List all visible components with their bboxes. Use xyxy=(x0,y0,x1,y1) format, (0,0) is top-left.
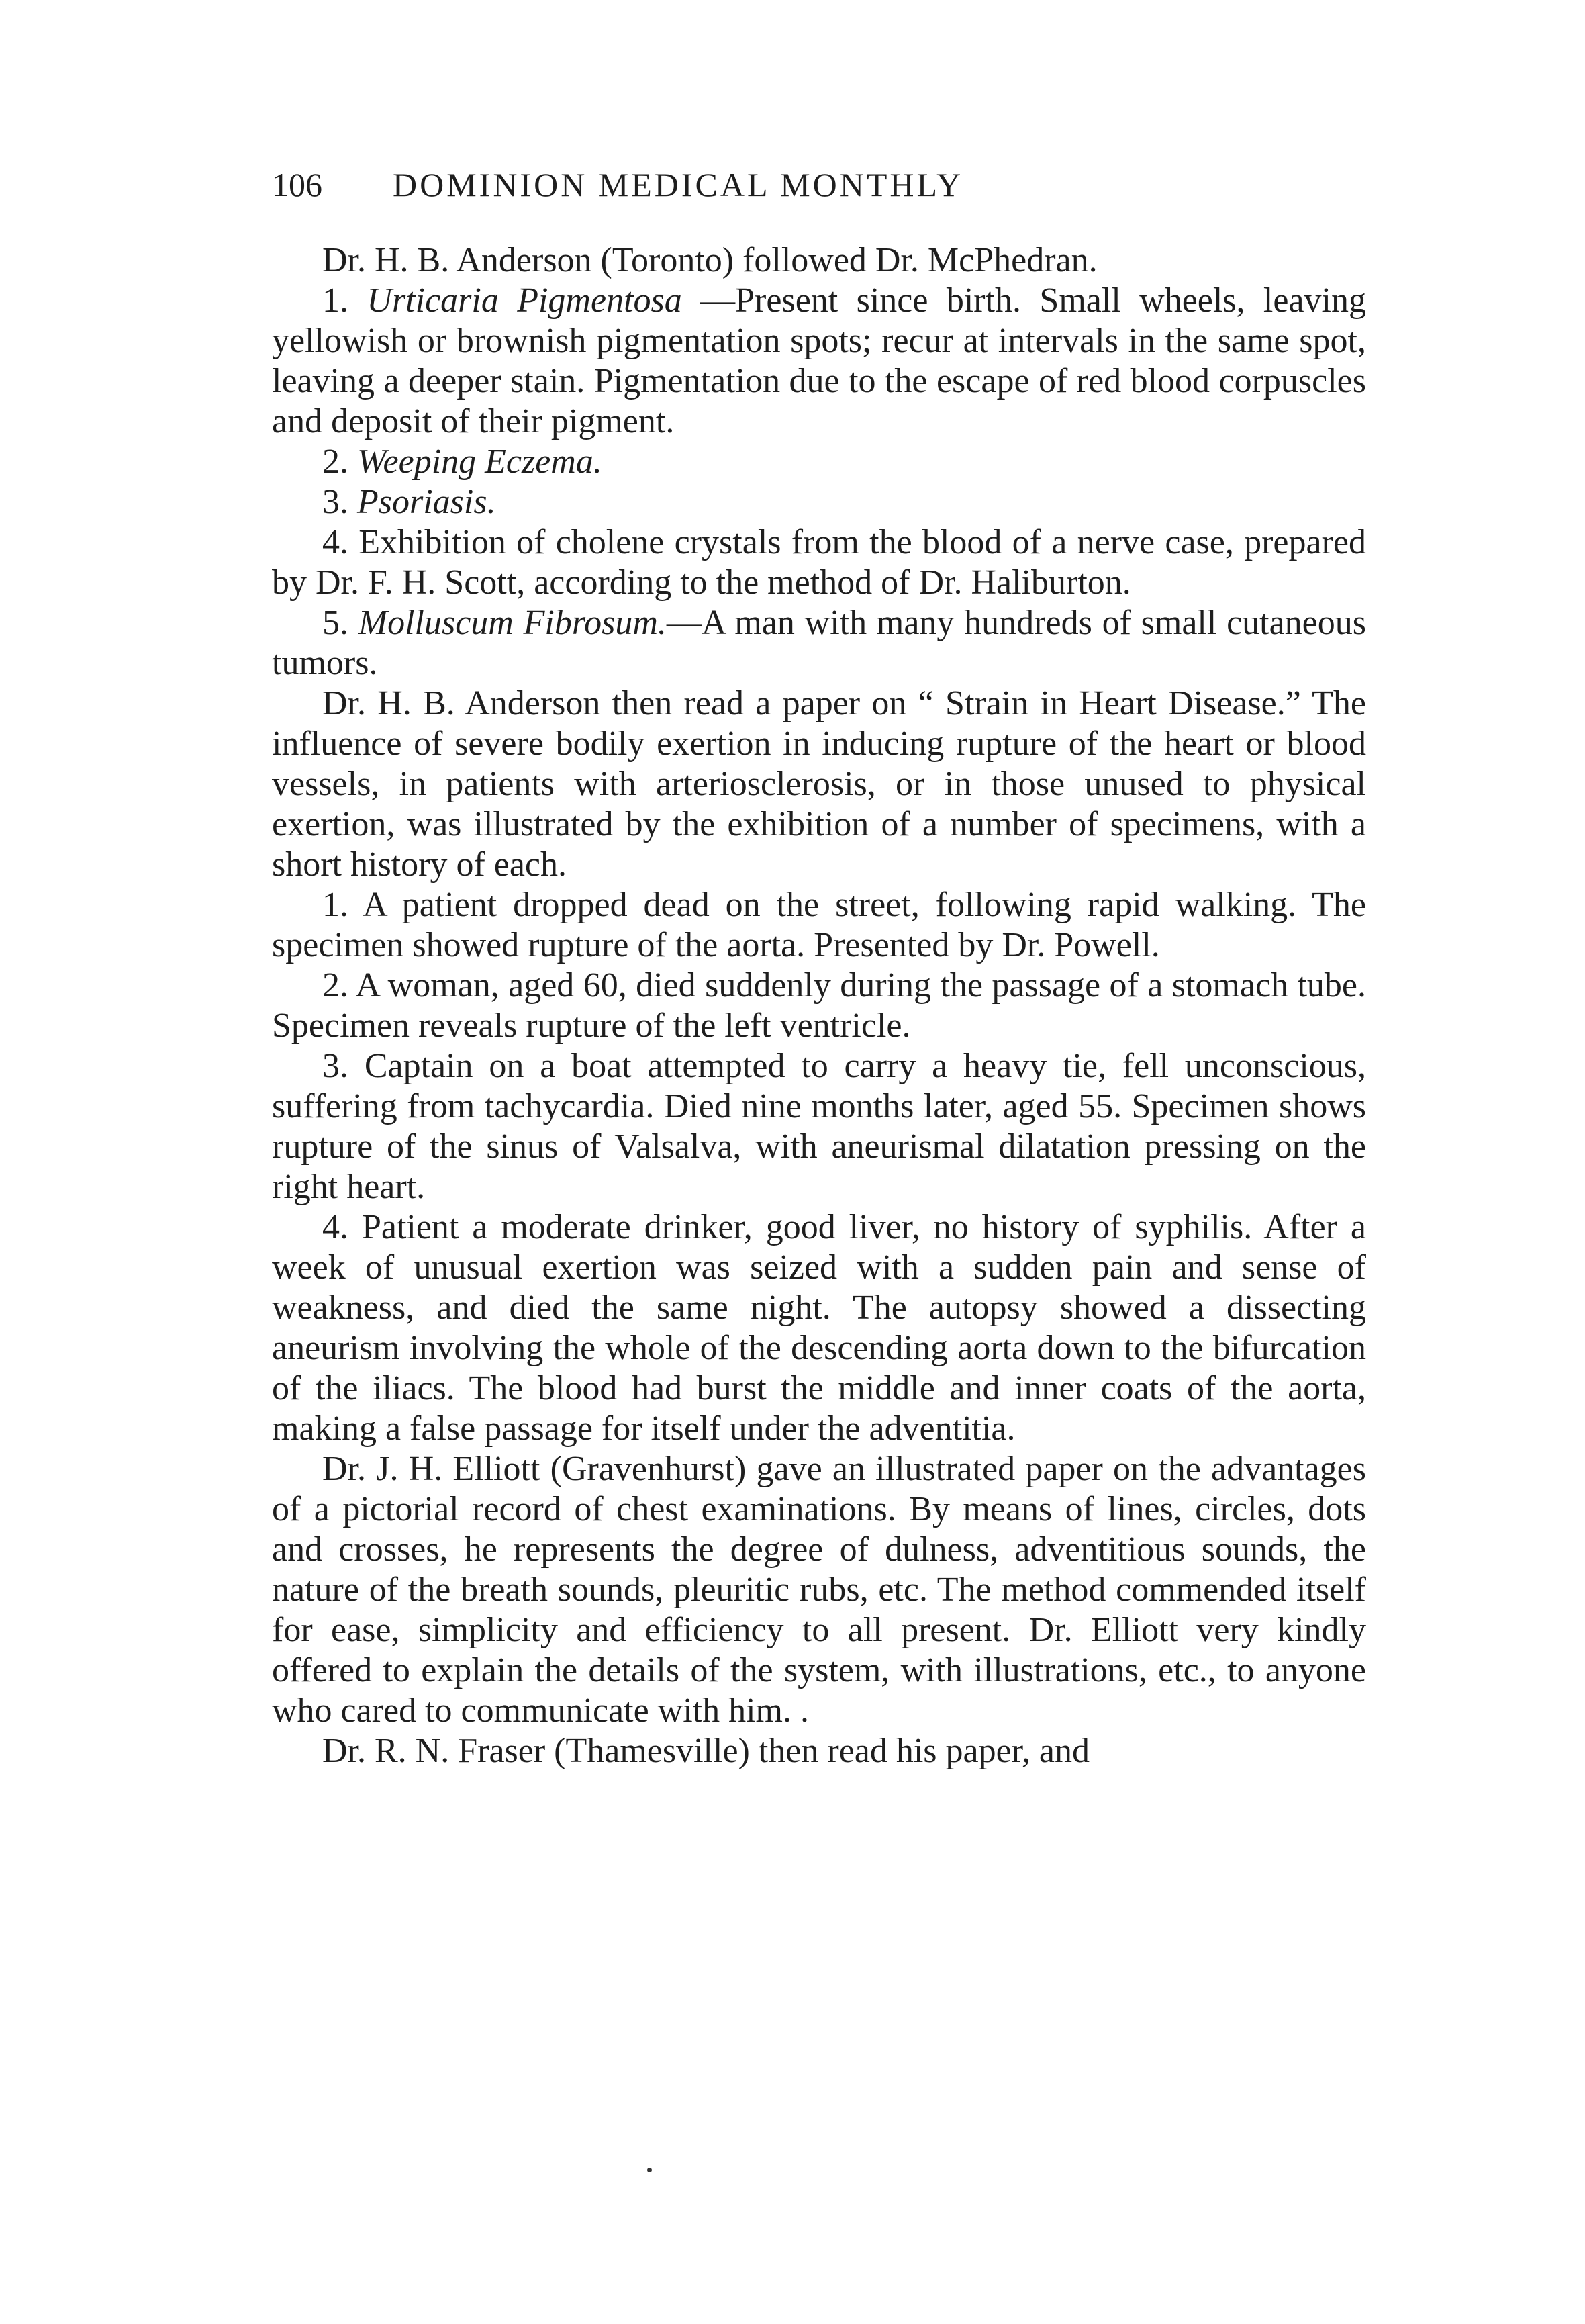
item-title: Urticaria Pigmentosa xyxy=(367,281,682,320)
running-head xyxy=(272,161,1366,208)
item-number: 2. xyxy=(322,443,357,481)
paragraph-case-2: 2. A woman, aged 60, died suddenly during the passage of a stomach tube. Specimen reveals rupture of the left ventricle. xyxy=(272,966,1366,1045)
paragraph-case-3: 3. Captain on a boat attempted to carry a heavy tie, fell unconscious, suffering from tachycardia. Died nine months later, aged 55. Specimen shows rupture of the sinus of Valsalva, with aneurismal dilatation pressing on the right heart. xyxy=(272,1047,1366,1206)
body-text xyxy=(272,240,1366,1771)
paragraph-molluscum xyxy=(272,603,1366,684)
paragraph-eczema xyxy=(272,442,1366,482)
page-number: 106 xyxy=(272,166,322,203)
paragraph-fraser: Dr. R. N. Fraser (Thamesville) then read his paper, and xyxy=(322,1732,1090,1770)
item-number: 1. xyxy=(322,281,367,320)
item-number: 5. xyxy=(322,604,358,642)
paragraph-cholene: 4. Exhibition of cholene crystals from the blood of a nerve case, prepared by Dr. F. H. Scott, according to the method of Dr. Haliburton. xyxy=(272,523,1366,602)
item-title: Psoriasis. xyxy=(357,483,496,521)
paragraph-anderson-intro: Dr. H. B. Anderson (Toronto) followed Dr. McPhedran. xyxy=(322,241,1098,279)
item-text: —Present since birth. Small wheels, leaving yellowish or brownish pigmentation spots; recur at intervals in the same spot, leaving a deeper stain. Pigmentation due to the escape of red blood corpuscles and deposit of their pigment. xyxy=(272,281,1366,440)
paragraph-elliott: Dr. J. H. Elliott (Gravenhurst) gave an illustrated paper on the advantages of a pictorial record of chest examinations. By means of lines, circles, dots and crosses, he represents the degree of dulness, adventitious sounds, the nature of the breath sounds, pleuritic rubs, etc. The method commended itself for ease, simplicity and efficiency to all present. Dr. Elliott very kindly offered to explain the details of the system, with illustrations, etc., to anyone who cared to communicate with him. . xyxy=(272,1450,1366,1730)
paragraph-case-4: 4. Patient a moderate drinker, good liver, no history of syphilis. After a week of unusual exertion was seized with a sudden pain and sense of weakness, and died the same night. The autopsy showed a dissecting aneurism involving the whole of the descending aorta down to the bifurcation of the iliacs. The blood had burst the middle and inner coats of the aorta, making a false passage for itself under the adventitia. xyxy=(272,1208,1366,1448)
page xyxy=(272,161,1366,1771)
item-number: 3. xyxy=(322,483,357,521)
paragraph-case-1: 1. A patient dropped dead on the street, following rapid walking. The specimen showed rupture of the aorta. Presented by Dr. Powell. xyxy=(272,886,1366,964)
item-title: Molluscum Fibrosum. xyxy=(358,604,667,642)
paragraph-urticaria xyxy=(272,281,1366,442)
journal-title: DOMINION MEDICAL MONTHLY xyxy=(393,166,964,203)
footer-dot xyxy=(647,2168,652,2172)
item-text: —A man with many hundreds of small cutaneous tumors. xyxy=(272,604,1366,682)
paragraph-strain-paper: Dr. H. B. Anderson then read a paper on “ Strain in Heart Disease.” The influence of severe bodily exertion in inducing rupture of the heart or blood vessels, in patients with arteriosclerosis, or in those unused to physical exertion, was illustrated by the exhibition of a number of specimens, with a short history of each. xyxy=(272,684,1366,884)
paragraph-psoriasis xyxy=(272,482,1366,522)
item-title: Weeping Eczema. xyxy=(357,443,602,481)
